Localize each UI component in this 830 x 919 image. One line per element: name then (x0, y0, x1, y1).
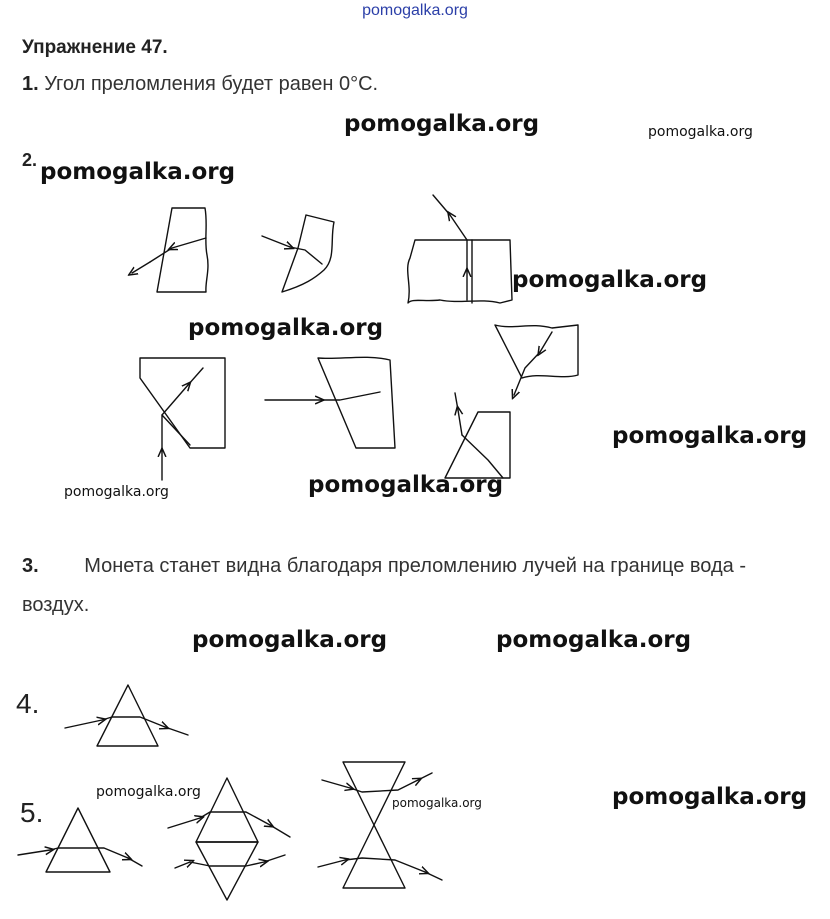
header-watermark: pomogalka.org (362, 2, 468, 19)
prism-diagram-7 (318, 762, 442, 888)
prism-diagram-3 (445, 393, 510, 478)
exercise-title: Упражнение 47. (22, 37, 168, 58)
answer-1-number: 1. (22, 73, 39, 95)
slab-diagram-2 (262, 215, 334, 292)
watermark: pomogalka.org (40, 159, 236, 185)
watermark: pomogalka.org (612, 423, 808, 449)
prism-diagram-4 (65, 685, 188, 746)
watermark: pomogalka.org (344, 111, 540, 137)
answer-3-line-2: воздух. (22, 594, 90, 616)
answer-2-number: 2. (22, 150, 38, 170)
answer-4-number: 4. (16, 688, 40, 719)
watermark: pomogalka.org (96, 784, 201, 800)
prism-diagram-5 (18, 808, 142, 872)
watermark: pomogalka.org (612, 784, 808, 810)
answer-3-number: 3. (22, 555, 39, 577)
watermark: pomogalka.org (308, 472, 504, 498)
prism-diagram-1 (265, 357, 395, 448)
watermark: pomogalka.org (512, 267, 708, 293)
watermark: pomogalka.org (192, 627, 388, 653)
slab-diagram-3 (408, 195, 512, 303)
watermark: pomogalka.org (188, 315, 384, 341)
answer-5-number: 5. (20, 797, 44, 828)
answer-1-text: Угол преломления будет равен 0°С. (44, 73, 379, 95)
slab-diagram-4 (140, 358, 225, 480)
prism-diagram-6 (168, 778, 290, 900)
watermark: pomogalka.org (496, 627, 692, 653)
watermark: pomogalka.org (392, 796, 482, 810)
prism-diagram-2 (495, 325, 578, 395)
slab-diagram-1 (132, 208, 208, 292)
watermark: pomogalka.org (648, 124, 753, 140)
watermark: pomogalka.org (64, 484, 169, 500)
answer-3-text: Монета станет видна благодаря преломлению лучей на границе вода - (84, 555, 746, 577)
